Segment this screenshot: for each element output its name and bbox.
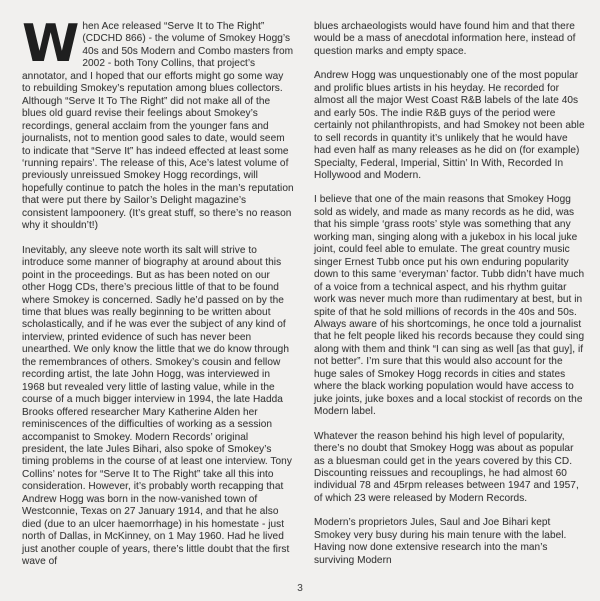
- right-column: [314, 21, 586, 580]
- paragraph-continuation: blues archaeologists would have found him and that there would be a mass of anecdotal information here, instead of question marks and empty space.: [314, 21, 576, 57]
- paragraph-popularity: Andrew Hogg was unquestionably one of the most popular and prolific blues artists in his heyday. He recorded for almost all the major West Coast R&B labels of the late 40s and early 50s. The indie R&B guys of the period were certainly not philanthropists, and had Smokey not been able to sell records in quantity it’s unlikely that he would have had even half as many releases as he did on (for example) Specialty, Federal, Imperial, Sittin’ In With, Recorded In Hollywood and Modern.: [314, 70, 585, 181]
- page-number: 3: [297, 583, 303, 594]
- drop-cap: W: [22, 14, 77, 74]
- left-column: [22, 14, 294, 580]
- paragraph-releases: Whatever the reason behind his high level of popularity, there’s no doubt that Smokey Hogg was about as popular as a bluesman could get in the years covered by this CD. Discounting reissues and recouplings, he had almost 60 individual 78 and 45rpm releases between 1947 and 1957, of which 23 were released by Modern Records.: [314, 430, 579, 504]
- paragraph-intro: [22, 14, 294, 233]
- paragraph-grass-roots: I believe that one of the main reasons that Smokey Hogg sold as widely, and made as many records as he did, was that his simple ‘grass roots’ style was something that any working man, singing along with a jukebox in his local juke joint, could feel able to emulate. The great country music singer Ernest Tubb once put his own enduring popularity down to this same ‘everyman’ factor. Tubb didn’t have much of a voice from a technical aspect, and his rhythm guitar work was never much more than rudimentary at best, but in spite of that he sold millions of records in the 40s and 50s. Always aware of his shortcomings, he once told a journalist that he felt people liked his records because they could sing along with them and think “I can sing as well [as that guy], if not better”. I’m sure that this would also account for the huge sales of Smokey Hogg records in cities and states where the black working population would have access to juke joints, juke boxes and a local stockist of records on the Modern label.: [314, 194, 585, 418]
- text-columns: [22, 14, 586, 580]
- paragraph-modern-research: Modern’s proprietors Jules, Saul and Joe Bihari kept Smokey very busy during his main tenure with the label. Having now done extensive research into the man’s surviving Modern: [314, 517, 567, 566]
- paragraph-text: hen Ace released “Serve It to The Right” (CDCHD 866) - the volume of Smokey Hogg’s 40s and 50s Modern and Combo masters from 2002 - both Tony Collins, that project’s annotator, and I hoped that our efforts might go some way to rebuilding Smokey’s reputation among blues collectors. Although “Serve It To The Right” did not make all of the blues old guard revise their feelings about Smokey’s recordings, general acclaim from the younger fans and journalists, not to mention good sales to date, would seem to indicate that “Serve It” has indeed effected at least some ‘running repairs’. The release of this, Ace’s latest volume of previously unreissued Smokey Hogg recordings, will hopefully continue to patch the holes in the man’s reputation that were put there by Sailor’s Delight magazine’s consistent lampoonery. (It’s great stuff, so there’s no reason why it shouldn’t!): [22, 21, 294, 232]
- paragraph-biography: Inevitably, any sleeve note worth its salt will strive to introduce some manner of biography at around about this point in the proceedings. But as has been noted on our other Hogg CDs, there’s precious little of that to be found where Smokey is concerned. Sadly he’d passed on by the time that blues was really beginning to be written about scholastically, and if he was ever the subject of any kind of interview, printed evidence of such has never been unearthed. We only know the little that we do know through the remembrances of others. Smokey’s cousin and fellow recording artist, the late John Hogg, was interviewed in 1968 but revealed very little of lasting value, while in the course of a much bigger interview in 1994, the late Hadda Brooks offered researcher Mary Katherine Alden her reminiscences of the difficulties of working as a session accompanist to Smokey. Modern Records’ original president, the late Jules Bihari, also spoke of Smokey’s timing problems in the course of at least one interview. Tony Collins’ notes for “Serve It to The Right” take all this into consideration. However, it’s probably worth recapping that Andrew Hogg was born in the now-vanished town of Westconnie, Texas on 27 January 1914, and that he also died (due to an ulcer haemorrhage) in his homestate - just north of Dallas, in McKinney, on 1 May 1960. Had he lived just another couple of years, there’s little doubt that the first wave of: [22, 244, 292, 568]
